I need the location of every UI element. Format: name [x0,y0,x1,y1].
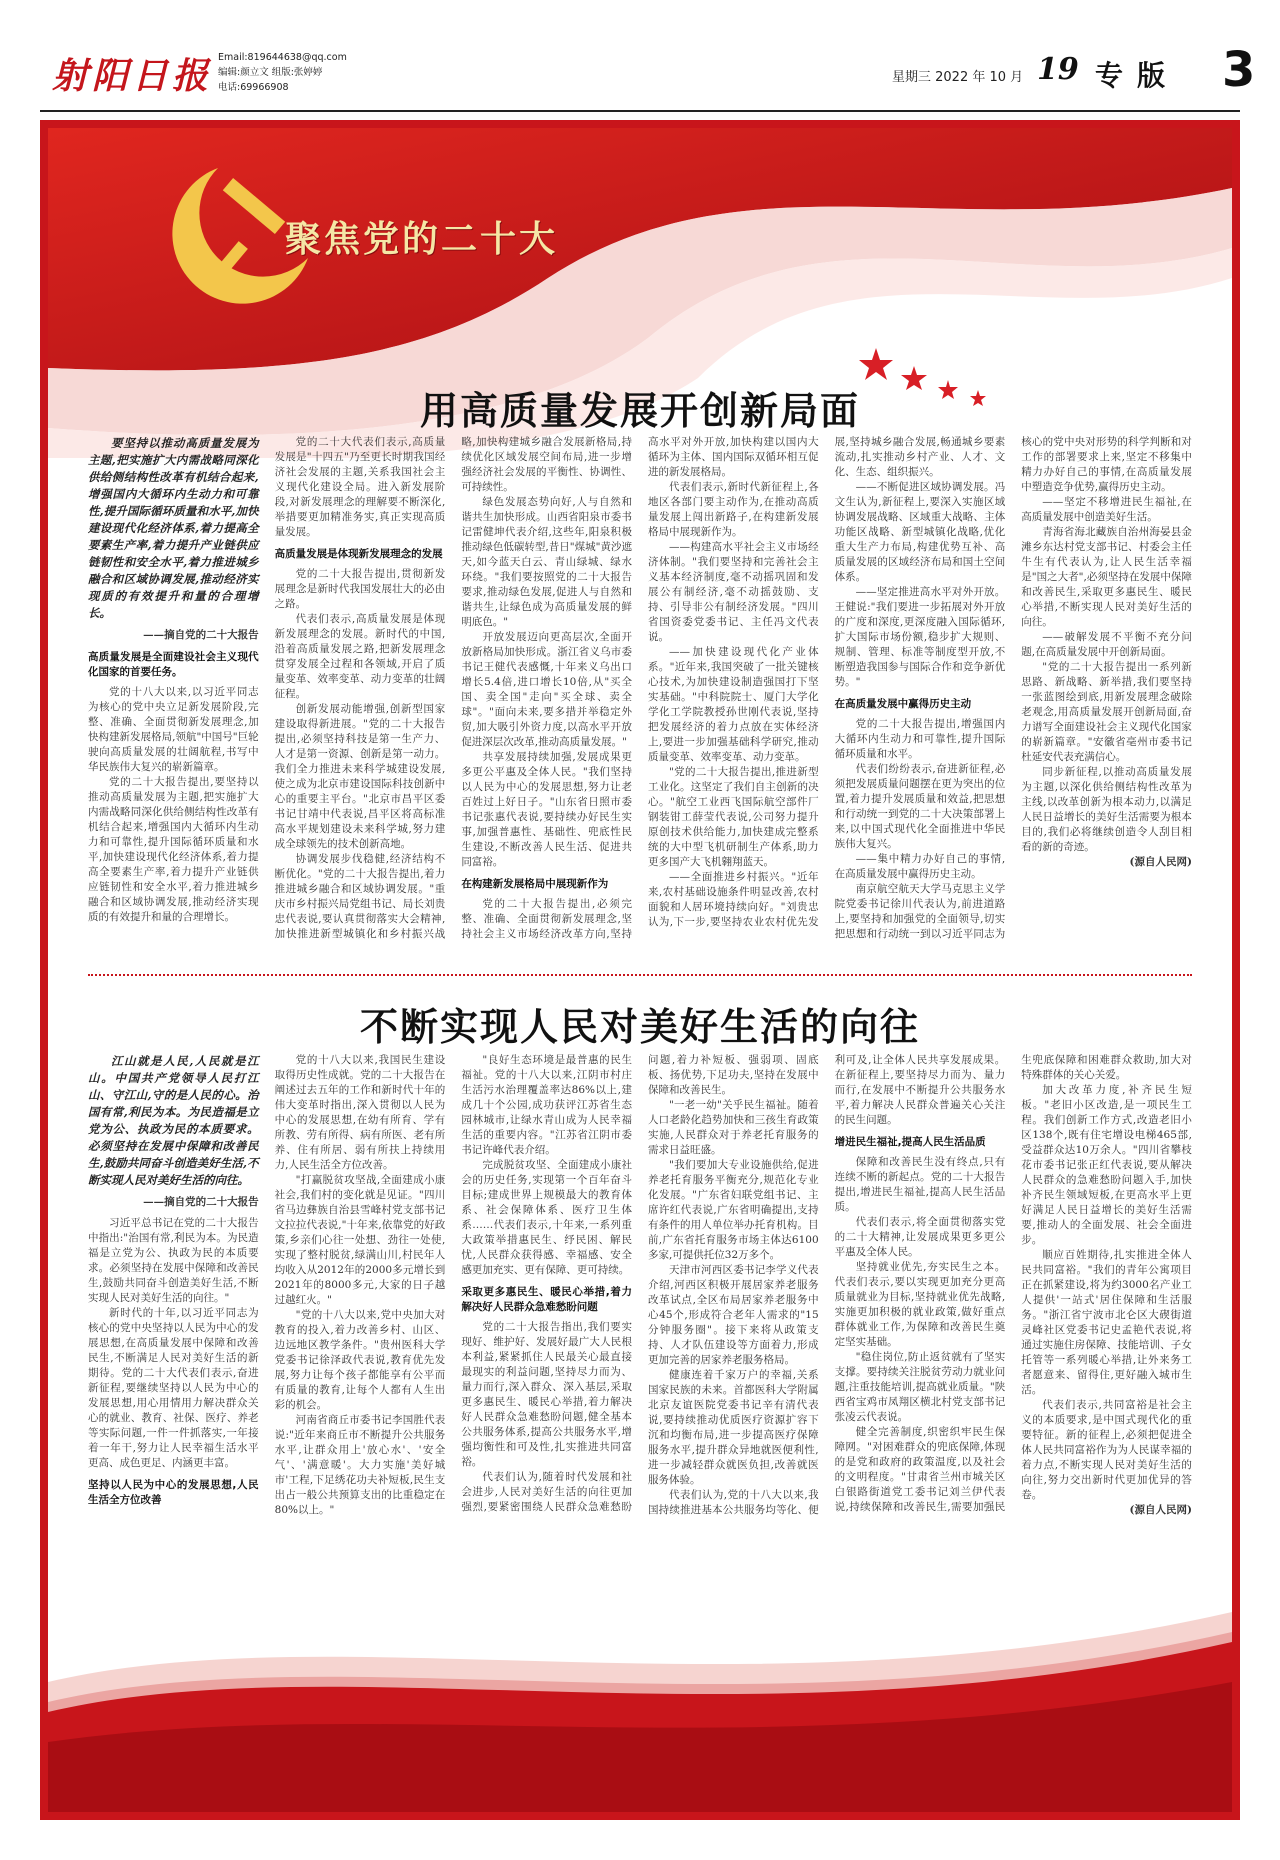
paragraph: 河南省商丘市委书记李国胜代表说:"近年来商丘市不断提升公共服务水平,让群众用上'放心水'、'安全气'、'满意暖'。大力实施'美好城市'工程,下足绣花功夫补短板,民生支出占一般公共预算支出的比重稳定在80%以上。" [274,1414,446,1516]
article1-lead: 要坚持以推动高质量发展为主题,把实施扩大内需战略同深化供给侧结构性改革有机结合起来,增强国内大循环内生动力和可靠性,提升国际循环质量和水平,加快建设现代化经济体系,着力提高全要素生产率,着力提升产业链供应链韧性和安全水平,着力推进城乡融合和区域协调发展,推动经济实现质的有效提升和量的合理增长。 [88,436,259,620]
paragraph: "党的二十大报告提出一系列新思路、新战略、新举措,我们要坚持一张蓝图绘到底,用新发展理念破除老观念,用高质量发展开创新局面,奋力谱写全面建设社会主义现代化国家的崭新篇章。"安徽省亳州市委书记杜延安代表充满信心。 [1021,661,1192,763]
paragraph: 代表们认为,党的十八大以来,我国持续推进基本公共服务均等化、便利可及,让全体人民共享发展成果。在新征程上,要坚持尽力而为、量力而行,在发展中不断提升公共服务水平,着力解决人民群众普遍关心关注的民生问题。 [647,1054,1006,1516]
page-number: 3 [1222,42,1256,98]
paragraph: ——集中精力办好自己的事情,在高质量发展中赢得历史主动。 [834,853,1006,880]
paragraph: "打赢脱贫攻坚战,全面建成小康社会,我们村的变化就是见证。"四川省马边彝族自治县雪峰村党支部书记文拉拉代表说,"十年来,依靠党的好政策,乡亲们心往一处想、劲往一处使,实现了整村脱贫,绿满山川,村民年人均收入从2012年的2000多元增长到2021年的8000多元,大家的日子越过越红火。" [274,1174,446,1306]
masthead [40,40,1256,112]
paragraph: 开放发展迈向更高层次,全面开放新格局加快形成。浙江省义乌市委书记王健代表感慨,十年来义乌出口增长5.4倍,进口增长10倍,从"买全国、卖全国"走向"买全球、卖全球"。"面向未来,要多措并举稳定外贸,加大吸引外资力度,以高水平开放促进深层次改革,推动高质量发展。" [461,631,632,748]
paragraph: 代表们纷纷表示,奋进新征程,必须把发展质量问题摆在更为突出的位置,着力提升发展质量和效益,把思想和行动统一到党的二十大决策部署上来,以中国式现代化全面推进中华民族伟大复兴。 [834,763,1006,850]
paragraph: "良好生态环境是最普惠的民生福祉。党的十八大以来,江阴市村庄生活污水治理覆盖率达86%以上,建成几十个公园,成功获评江苏省生态园林城市,让绿水青山成为人民幸福生活的重要内容。"江苏省江阴市委书记许峰代表介绍。 [461,1054,632,1156]
paragraph: 健全完善制度,织密织牢民生保障网。"对困难群众的兜底保障,体现的是党和政府的政策温度,以及社会的文明程度。"甘肃省兰州市城关区白银路街道党工委书记刘兰伊代表说,持续保障和改善民生,需要加强民生兜底保障和困难群众救助,加大对特殊群体的关心关爱。 [834,1054,1192,1513]
phone-text: 电话:69966908 [218,82,289,93]
article1-body [88,435,1192,965]
paragraph: 顺应百姓期待,扎实推进全体人民共同富裕。"我们的青年公寓项目正在抓紧建设,将为约3000名产业工人提供'一站式'居住保障和生活服务。"浙江省宁波市北仑区大碶街道灵峰社区党委书记史孟艳代表说,将通过实施住房保障、技能培训、子女托管等一系列暖心举措,让外来务工者愿意来、留得住,更好融入城市生活。 [1021,1249,1192,1396]
paragraph: 共享发展持续加强,发展成果更多更公平惠及全体人民。"我们坚持以人民为中心的发展思想,努力让老百姓过上好日子。"山东省日照市委书记张惠代表说,要持续办好民生实事,加强普惠性、基础性、兜底性民生建设,不断改善人民生活、促进共同富裕。 [461,751,632,868]
article1-headline: 用高质量发展开创新局面 [419,389,860,433]
paragraph: 坚持就业优先,夯实民生之本。代表们表示,要以实现更加充分更高质量就业为目标,坚持就业优先战略,实施更加积极的就业政策,做好重点群体就业工作,为保障和改善民生奠定坚实基础。 [834,1261,1006,1348]
paragraph: 代表们认为,随着时代发展和社会进步,人民对美好生活的向往更加强烈,要紧密围绕人民群众急难愁盼问题,着力补短板、强弱项、固底板、扬优势,下足功夫,坚持在发展中保障和改善民生。 [461,1054,819,1513]
article-divider [88,974,1192,976]
paragraph: 党的二十大报告提出,增强国内大循环内生动力和可靠性,提升国际循环质量和水平。 [834,718,1006,760]
article2-headline: 不断实现人民对美好生活的向往 [359,1005,920,1049]
paragraph: 青海省海北藏族自治州海晏县金滩乡东达村党支部书记、村委会主任牛生有代表认为,让人民生活幸福是"国之大者",必须坚持在发展中保障和改善民生,采取更多惠民生、暖民心举措,不断实现人民对美好生活的向往。 [1021,526,1192,628]
paragraph: 协调发展步伐稳健,经济结构不断优化。"党的二十大报告提出,着力推进城乡融合和区域协调发展。"重庆市乡村振兴局党组书记、局长刘贵忠代表说,要认真贯彻落实大会精神,加快推进新型城镇化和乡村振兴战略,加快构建城乡融合发展新格局,持续优化区域发展空间布局,进一步增强经济社会发展的平衡性、协调性、可持续性。 [274,436,632,940]
article1-quote-source: ——摘自党的二十大报告 [143,629,259,641]
paragraph: ——坚定不移增进民生福祉,在高质量发展中创造美好生活。 [1021,496,1192,523]
paragraph: 党的二十大报告指出,我们要实现好、维护好、发展好最广大人民根本利益,紧紧抓住人民最关心最直接最现实的利益问题,坚持尽力而为、量力而行,深入群众、深入基层,采取更多惠民生、暖民心举措,着力解决好人民群众急难愁盼问题,健全基本公共服务体系,提高公共服务水平,增强均衡性和可及性,扎实推进共同富裕。 [461,1321,632,1468]
article1-source: (源自人民网) [1129,856,1192,868]
paragraph: ——坚定推进高水平对外开放。王健说:"我们要进一步拓展对外开放的广度和深度,更深度融入国际循环,扩大国际市场份额,稳步扩大规则、规制、管理、标准等制度型开放,不断塑造我国参与国际合作和竞争新优势。" [834,586,1006,688]
paragraph: 党的二十大代表们表示,高质量发展是"十四五"乃至更长时期我国经济社会发展的主题,关系我国社会主义现代化建设全局。进入新发展阶段,对新发展理念的理解要不断深化,举措要更加精准务实,真正实现高质量发展。 [274,436,446,538]
article2-subhead: 增进民生福祉,提高人民生活品质 [834,1136,986,1148]
paragraph: 党的二十大报告提出,要坚持以推动高质量发展为主题,把实施扩大内需战略同深化供给侧结构性改革有机结合起来,增强国内大循环内生动力和可靠性,提升国际循环质量和水平,加快建设现代化经济体系,着力提高全要素生产率,着力提升产业链供应链韧性和安全水平,着力推进城乡融合和区域协调发展,推动经济实现质的有效提升和量的合理增长。 [88,776,259,923]
paragraph: 习近平总书记在党的二十大报告中指出:"治国有常,利民为本。为民造福是立党为公、执政为民的本质要求。必须坚持在发展中保障和改善民生,鼓励共同奋斗创造美好生活,不断实现人民对美好生活的向往。" [88,1217,259,1304]
article2-source: (源自人民网) [1129,1504,1192,1516]
paragraph: 绿色发展态势向好,人与自然和谐共生加快形成。山西省阳泉市委书记雷健坤代表介绍,这些年,阳泉积极推动绿色低碳转型,昔日"煤城"黄沙遮天,如今蓝天白云、青山绿城、绿水环绕。"我们要按照党的二十大报告要求,推动绿色发展,促进人与自然和谐共生,让绿色成为高质量发展的鲜明底色。" [461,496,632,628]
paragraph: 加大改革力度,补齐民生短板。"老旧小区改造,是一项民生工程。我们创新工作方式,改造老旧小区138个,既有住宅增设电梯465部,受益群众达10万余人。"四川省攀枝花市委书记张正红代表说,要从解决人民群众的急难愁盼问题入手,加快补齐民生领域短板,在更高水平上更好满足人民日益增长的美好生活需要,推动人的全面发展、社会全面进步。 [1021,1084,1192,1246]
issue-date: 星期三 2022 年 10 月 [892,70,1024,85]
paragraph: ——加快建设现代化产业体系。"近年来,我国突破了一批关键核心技术,为加快建设制造强国打下坚实基础。"中科院院士、厦门大学化学化工学院教授孙世刚代表说,坚持把发展经济的着力点放在实体经济上,要进一步加强基础科学研究,推动质量变革、效率变革、动力变革。 [647,646,819,763]
paragraph: 代表们表示,共同富裕是社会主义的本质要求,是中国式现代化的重要特征。新的征程上,必须把促进全体人民共同富裕作为为人民谋幸福的着力点,不断实现人民对美好生活的向往,努力交出新时代更加优异的答卷。 [1021,1399,1192,1501]
paragraph: ——不断促进区域协调发展。冯文生认为,新征程上,要深入实施区域协调发展战略、区域重大战略、主体功能区战略、新型城镇化战略,优化重大生产力布局,构建优势互补、高质量发展的区域经济布局和国土空间体系。 [834,481,1006,583]
bottom-wave-graphic [48,1512,1232,1812]
editors-text: 编辑:颜立文 组版:张婷婷 [218,67,323,78]
newspaper-name: 射阳日报 [52,55,213,97]
article2-quote-source: ——摘自党的二十大报告 [143,1196,259,1208]
paragraph: "党的十八大以来,党中央加大对教育的投入,着力改善乡村、山区、边远地区教学条件。"贵州医科大学党委书记徐泽政代表说,教育优先发展,努力让每个孩子都能享有公平而有质量的教育,让每个人都有人生出彩的机会。 [274,1309,446,1411]
section-name: 专版 [1095,59,1180,92]
page-frame [40,120,1240,1820]
article2-subhead: 采取更多惠民生、暖民心举措,着力解决好人民群众急难愁盼问题 [461,1286,632,1313]
paragraph: 同步新征程,以推动高质量发展为主题,以深化供给侧结构性改革为主线,以改革创新为根本动力,以满足人民日益增长的美好生活需要为根本目的,我们必将继续创造令人刮目相看的新的奇迹。 [1021,766,1192,853]
paragraph: 南京航空航天大学马克思主义学院党委书记徐川代表认为,前进道路上,要坚持和加强党的全面领导,切实把思想和行动统一到以习近平同志为核心的党中央对形势的科学判断和对工作的部署要求上来,坚定不移集中精力办好自己的事情,在高质量发展中塑造竞争优势,赢得历史主动。 [834,436,1192,940]
paragraph: 新时代的十年,以习近平同志为核心的党中央坚持以人民为中心的发展思想,在高质量发展中保障和改善民生,不断满足人民对美好生活的新期待。党的二十大代表们表示,奋进新征程,要继续坚持以人民为中心的发展思想,用心用情用力解决群众关心的就业、教育、社保、医疗、养老等实际问题,一件一件抓落实,一年接着一年干,努力让人民幸福生活水平更高、成色更足、内涵更丰富。 [88,1307,259,1469]
paragraph: 保障和改善民生没有终点,只有连续不断的新起点。党的二十大报告提出,增进民生福祉,提高人民生活品质。 [834,1156,1006,1213]
article1-subhead: 在构建新发展格局中展现新作为 [461,878,609,890]
paragraph: 健康连着千家万户的幸福,关系国家民族的未来。首都医科大学附属北京友谊医院党委书记辛有清代表说,要持续推动优质医疗资源扩容下沉和均衡布局,进一步提高医疗保障服务水平,提升群众异地就医便利性,进一步减轻群众就医负担,改善就医服务体验。 [647,1369,819,1486]
paragraph: 代表们表示,将全面贯彻落实党的二十大精神,让发展成果更多更公平惠及全体人民。 [834,1216,1006,1258]
paragraph: ——全面推进乡村振兴。"近年来,农村基础设施条件明显改善,农村面貌和人居环境持续向好。"刘贵忠认为,下一步,要坚持农业农村优先发展,坚持城乡融合发展,畅通城乡要素流动,扎实推动乡村产业、人才、文化、生态、组织振兴。 [647,436,1006,928]
paragraph: 创新发展动能增强,创新型国家建设取得新进展。"党的二十大报告提出,必须坚持科技是第一生产力、人才是第一资源、创新是第一动力。我们全力推进未来科学城建设发展,使之成为北京市建设国际科技创新中心的重要主平台。"北京市昌平区委书记甘靖中代表说,昌平区将高标准高水平规划建设未来科学城,努力建成全球领先的技术创新高地。 [274,703,446,850]
article1-subhead: 高质量发展是全面建设社会主义现代化国家的首要任务。 [88,651,259,678]
paragraph: 党的二十大报告提出,必须完整、准确、全面贯彻新发展理念,坚持社会主义市场经济改革方向,坚持高水平对外开放,加快构建以国内大循环为主体、国内国际双循环相互促进的新发展格局。 [461,436,819,940]
paragraph: "一老一幼"关乎民生福祉。随着人口老龄化趋势加快和三孩生育政策实施,人民群众对于养老托育服务的需求日益旺盛。 [647,1099,819,1156]
paragraph: 代表们表示,新时代新征程上,各地区各部门要主动作为,在推动高质量发展上闯出新路子,在构建新发展格局中展现新作为。 [647,481,819,538]
paragraph: 党的二十大报告提出,贯彻新发展理念是新时代我国发展壮大的必由之路。 [274,568,446,610]
paragraph: ——构建高水平社会主义市场经济体制。"我们要坚持和完善社会主义基本经济制度,毫不动摇巩固和发展公有制经济,毫不动摇鼓励、支持、引导非公有制经济发展。"四川省国资委党委书记、主任冯文代表说。 [647,541,819,643]
article2-subhead: 坚持以人民为中心的发展思想,人民生活全方位改善 [88,1479,259,1506]
editorial-contact [218,50,347,95]
paragraph: 完成脱贫攻坚、全面建成小康社会的历史任务,实现第一个百年奋斗目标;建成世界上规模最大的教育体系、社会保障体系、医疗卫生体系……代表们表示,十年来,一系列重大政策举措惠民生、纾民困、解民忧,人民群众获得感、幸福感、安全感更加充实、更有保障、更可持续。 [461,1159,632,1276]
article2-lead: 江山就是人民,人民就是江山。中国共产党领导人民打江山、守江山,守的是人民的心。治国有常,利民为本。为民造福是立党为公、执政为民的本质要求。必须坚持在发展中保障和改善民生,鼓励共同奋斗创造美好生活,不断实现人民对美好生活的向往。 [88,1054,259,1187]
article1-subhead: 在高质量发展中赢得历史主动 [834,698,972,710]
issue-day: 19 [1037,52,1079,87]
page-content [48,128,1232,1812]
paragraph: 党的十八大以来,以习近平同志为核心的党中央立足新发展阶段,完整、准确、全面贯彻新发展理念,加快构建新发展格局,领航"中国号"巨轮驶向高质量发展的壮阔航程,书写中华民族伟大复兴的崭新篇章。 [88,686,259,773]
paragraph: 代表们表示,高质量发展是体现新发展理念的发展。新时代的中国,沿着高质量发展之路,把新发展理念贯穿发展全过程和各领域,开启了质量变革、效率变革、动力变革的壮阔征程。 [274,613,446,700]
paragraph: "稳住岗位,防止返贫就有了坚实支撑。要持续关注脱贫劳动力就业问题,注重技能培训,提高就业质量。"陕西省宝鸡市凤翔区横北村党支部书记张凌云代表说。 [834,1351,1006,1423]
paragraph: "我们要加大专业设施供给,促进养老托育服务平衡充分,规范化专业化发展。"广东省妇联党组书记、主席许红代表说,广东省明确提出,支持有条件的用人单位举办托育机构。目前,广东省托育服务市场主体达6100多家,可提供托位32万多个。 [647,1159,819,1261]
banner-title: 聚焦党的二十大 [285,218,559,260]
paragraph: ——破解发展不平衡不充分问题,在高质量发展中开创新局面。 [1021,631,1192,658]
email-text: Email:819644638@qq.com [218,52,347,63]
paragraph: "党的二十大报告提出,推进新型工业化。这坚定了我们自主创新的决心。"航空工业西飞国际航空部件厂钢装钳工薛莹代表说,公司努力提升原创技术供给能力,加快建成完整系统的大中型飞机研制生产体系,助力更多国产大飞机翱翔蓝天。 [647,766,819,868]
article2-body [88,1053,1192,1553]
paragraph: 天津市河西区委书记李学义代表介绍,河西区积极开展居家养老服务改革试点,全区布局居家养老服务中心45个,形成符合老年人需求的"15分钟服务圈"。接下来将从政策支持、人才队伍建设等方面着力,形成更加完善的居家养老服务格局。 [647,1264,819,1366]
paragraph: 党的十八大以来,我国民生建设取得历史性成就。党的二十大报告在阐述过去五年的工作和新时代十年的伟大变革时指出,深入贯彻以人民为中心的发展思想,在幼有所育、学有所教、劳有所得、病有所医、老有所养、住有所居、弱有所扶上持续用力,人民生活全方位改善。 [274,1054,446,1171]
article1-subhead: 高质量发展是体现新发展理念的发展 [274,548,443,560]
